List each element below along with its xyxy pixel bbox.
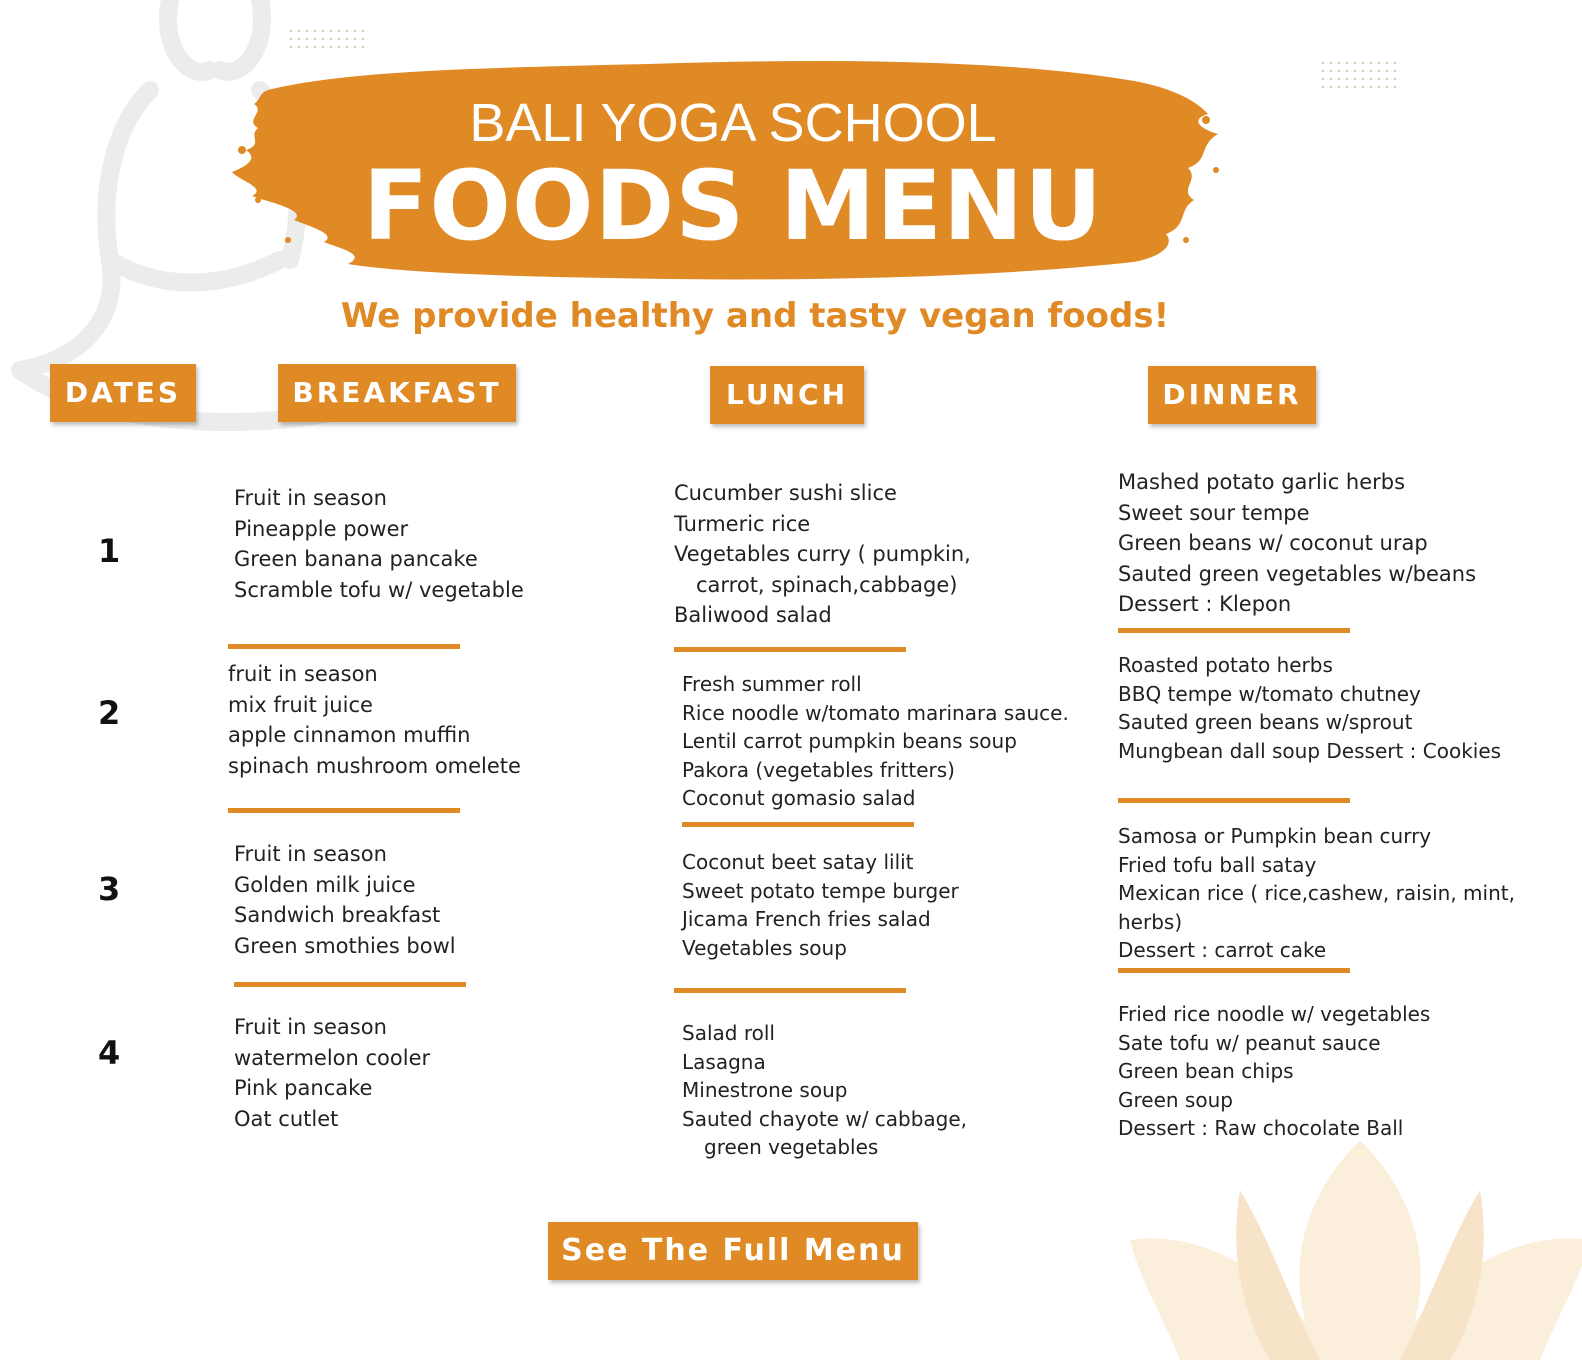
menu-item: spinach mushroom omelete: [228, 753, 521, 778]
menu-item: Dessert : Raw chocolate Ball: [1118, 1116, 1404, 1140]
menu-item: Sweet sour tempe: [1118, 500, 1310, 525]
menu-item: Coconut beet satay lilit: [682, 850, 914, 874]
menu-item: Oat cutlet: [234, 1106, 339, 1131]
menu-item: Green banana pancake: [234, 547, 478, 571]
lunch-menu-day-3: [682, 848, 959, 962]
menu-item: Green bean chips: [1118, 1059, 1294, 1083]
lunch-menu-day-2: [682, 670, 1069, 813]
menu-item: carrot, spinach,cabbage): [696, 572, 958, 597]
day-number: 4: [98, 1034, 121, 1072]
breakfast-menu-day-4: [234, 1012, 430, 1134]
menu-item: mix fruit juice: [228, 692, 373, 717]
menu-item: herbs): [1118, 909, 1183, 934]
menu-item: Dessert : Klepon: [1118, 592, 1292, 616]
day-number: 2: [98, 694, 121, 732]
menu-item: BBQ tempe w/tomato chutney: [1118, 681, 1421, 706]
dinner-menu-day-3: [1118, 822, 1515, 965]
menu-item: green vegetables: [704, 1135, 879, 1159]
menu-item: Sauted green beans w/sprout: [1118, 710, 1413, 734]
breakfast-menu-day-3: [234, 839, 456, 961]
menu-item: Fruit in season: [234, 486, 387, 510]
menu-item: Samosa or Pumpkin bean curry: [1118, 824, 1432, 848]
breakfast-menu-day-1: [234, 483, 524, 605]
menu-item: Cucumber sushi slice: [674, 481, 897, 505]
menu-item: Sate tofu w/ peanut sauce: [1118, 1030, 1381, 1055]
menu-item: Vegetables curry ( pumpkin,: [674, 542, 971, 566]
menu-item: Mungbean dall soup Dessert : Cookies: [1118, 738, 1502, 763]
section-divider: [234, 982, 466, 987]
menu-item: Mashed potato garlic herbs: [1118, 470, 1406, 494]
menu-item: Green beans w/ coconut urap: [1118, 531, 1428, 555]
section-divider: [674, 988, 906, 993]
menu-item: watermelon cooler: [234, 1045, 431, 1070]
menu-item: Fried tofu ball satay: [1118, 852, 1317, 877]
see-full-menu-button[interactable]: See The Full Menu: [548, 1222, 918, 1280]
menu-item: Lasagna: [682, 1049, 766, 1074]
column-header-dates: DATES: [50, 364, 196, 422]
menu-item: Roasted potato herbs: [1118, 653, 1333, 677]
menu-item: Turmeric rice: [674, 511, 811, 536]
menu-item: Sauted green vegetables w/beans: [1118, 561, 1477, 586]
dinner-menu-day-1: [1118, 467, 1476, 620]
tagline: We provide healthy and tasty vegan foods!: [340, 296, 1170, 336]
menu-item: Minestrone soup: [682, 1078, 848, 1102]
menu-item: Green smothies bowl: [234, 933, 456, 958]
section-divider: [1118, 798, 1350, 803]
dinner-menu-day-4: [1118, 1000, 1430, 1143]
menu-item: Pineapple power: [234, 516, 409, 541]
menu-item: Fresh summer roll: [682, 672, 862, 696]
menu-item: Golden milk juice: [234, 872, 416, 897]
section-divider: [674, 647, 906, 652]
lunch-menu-day-1: [674, 478, 971, 631]
menu-item: Dessert : carrot cake: [1118, 938, 1327, 962]
lotus-icon: [1120, 1140, 1582, 1360]
day-number: 1: [98, 532, 121, 570]
menu-item: Green soup: [1118, 1087, 1233, 1112]
menu-item: Baliwood salad: [674, 603, 832, 627]
page-title: FOODS MENU: [362, 150, 1104, 262]
section-divider: [228, 644, 460, 649]
school-name: BALI YOGA SCHOOL: [469, 93, 997, 153]
menu-item: Fried rice noodle w/ vegetables: [1118, 1002, 1431, 1026]
menu-item: Vegetables soup: [682, 935, 847, 960]
section-divider: [682, 822, 914, 827]
menu-item: Sandwich breakfast: [234, 903, 441, 927]
menu-item: Coconut gomasio salad: [682, 786, 916, 810]
menu-item: Fruit in season: [234, 1015, 387, 1039]
decorative-dots: [1322, 62, 1402, 88]
dinner-menu-day-2: [1118, 651, 1501, 765]
section-divider: [1118, 628, 1350, 633]
menu-item: Jicama French fries salad: [682, 907, 931, 931]
menu-item: Lentil carrot pumpkin beans soup: [682, 729, 1017, 753]
menu-item: Salad roll: [682, 1021, 775, 1045]
section-divider: [1118, 968, 1350, 973]
decorative-dots: [290, 30, 370, 48]
menu-item: apple cinnamon muffin: [228, 723, 471, 747]
column-header-breakfast: BREAKFAST: [278, 364, 516, 422]
menu-item: Fruit in season: [234, 842, 387, 866]
column-header-dinner: DINNER: [1148, 366, 1316, 424]
lunch-menu-day-4: [682, 1019, 967, 1162]
menu-item: Sauted chayote w/ cabbage,: [682, 1106, 968, 1131]
menu-item: Pink pancake: [234, 1076, 373, 1100]
column-header-lunch: LUNCH: [710, 366, 864, 424]
menu-item: Sweet potato tempe burger: [682, 878, 959, 903]
day-number: 3: [98, 870, 121, 908]
menu-item: Rice noodle w/tomato marinara sauce.: [682, 700, 1069, 725]
section-divider: [228, 808, 460, 813]
menu-item: Pakora (vegetables fritters): [682, 757, 955, 782]
menu-item: Mexican rice ( rice,cashew, raisin, mint,: [1118, 881, 1515, 905]
menu-item: Scramble tofu w/ vegetable: [234, 577, 524, 602]
menu-item: fruit in season: [228, 662, 378, 686]
breakfast-menu-day-2: [228, 659, 521, 781]
